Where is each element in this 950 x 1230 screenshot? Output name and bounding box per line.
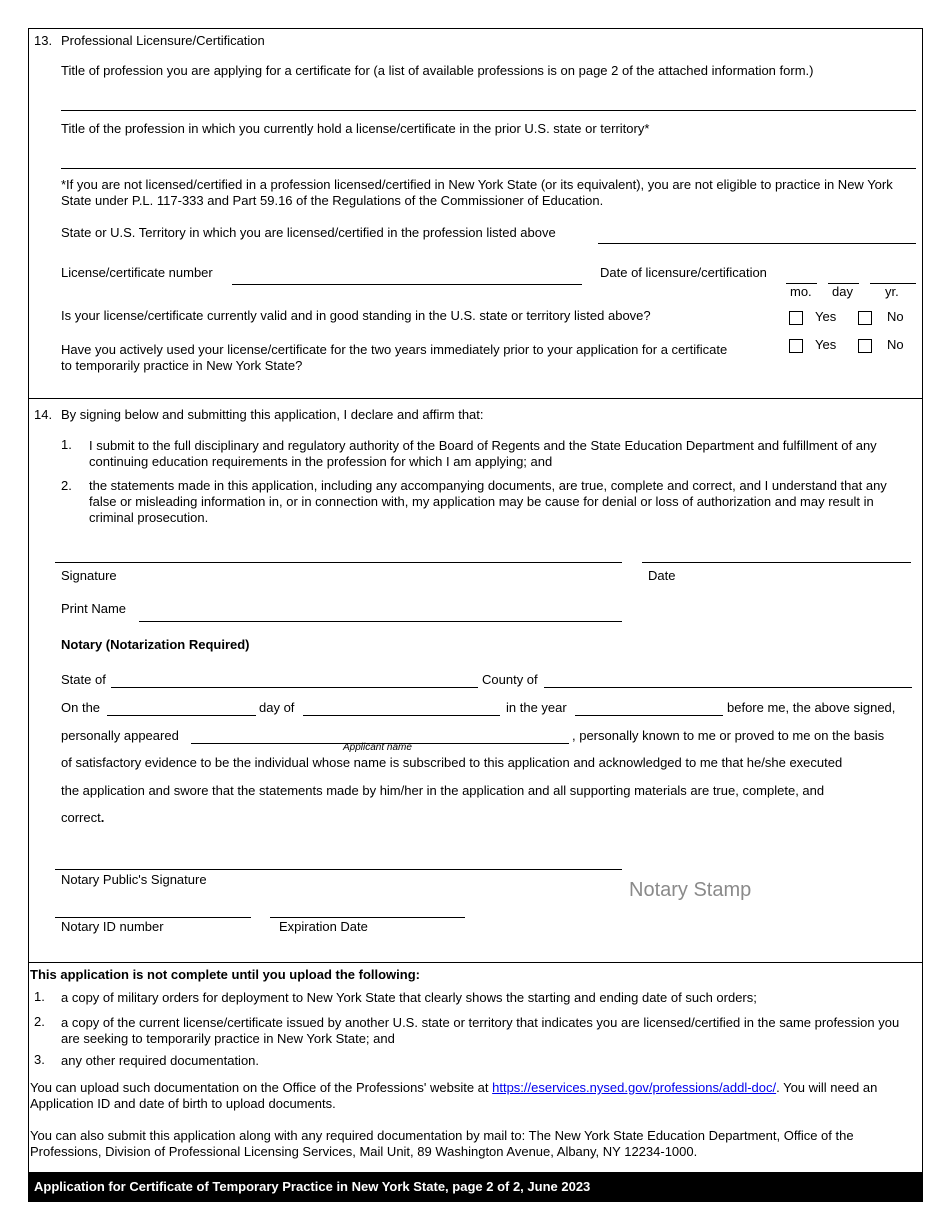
applicant-name-caption: Applicant name bbox=[343, 742, 412, 753]
on-the-label: On the bbox=[61, 700, 101, 715]
upload-website-link[interactable]: https://eservices.nysed.gov/professions/addl-doc/ bbox=[492, 1080, 777, 1095]
upload-item-1-number: 1. bbox=[34, 989, 45, 1004]
notary-heading: Notary (Notarization Required) bbox=[61, 637, 250, 652]
notary-paragraph-line-2: the application and swore that the statements made by him/her in the application and all supporting materials are true, complete, and bbox=[61, 783, 825, 798]
notary-paragraph-line-3-text: correct bbox=[61, 810, 101, 825]
online-upload-paragraph bbox=[30, 1080, 920, 1112]
upload-heading: This application is not complete until you upload the following: bbox=[30, 967, 420, 982]
section-14-intro: By signing below and submitting this application, I declare and affirm that: bbox=[61, 407, 484, 422]
licensure-date-label: Date of licensure/certification bbox=[600, 265, 767, 280]
used-yes-label: Yes bbox=[815, 337, 837, 352]
signature-label: Signature bbox=[61, 568, 117, 583]
personally-appeared-label: personally appeared bbox=[61, 728, 179, 743]
valid-yes-checkbox[interactable] bbox=[789, 311, 803, 325]
expiration-date-field[interactable] bbox=[270, 917, 465, 918]
in-the-year-label: in the year bbox=[506, 700, 567, 715]
notary-day-field[interactable] bbox=[107, 715, 256, 716]
section-13-number: 13. bbox=[34, 33, 53, 48]
date-year-caption: yr. bbox=[885, 284, 899, 299]
mail-paragraph: You can also submit this application along with any required documentation by mail to: The New York State Education Department, Office of the Professions, Division of Professional Licensing Services, Mail Unit, 89 Washington Avenue, Albany, NY 12234-1000. bbox=[30, 1128, 854, 1159]
notary-stamp-placeholder: Notary Stamp bbox=[629, 879, 752, 901]
affirmation-2-number: 2. bbox=[61, 478, 72, 493]
expiration-date-label: Expiration Date bbox=[279, 919, 368, 934]
notary-paragraph-line-1: of satisfactory evidence to be the individual whose name is subscribed to this application and acknowledged to me that he/she executed bbox=[61, 755, 843, 770]
section-13-heading: Professional Licensure/Certification bbox=[61, 33, 265, 48]
notary-signature-field[interactable] bbox=[55, 869, 622, 870]
notary-year-field[interactable] bbox=[575, 715, 723, 716]
print-name-field[interactable] bbox=[139, 621, 622, 622]
license-state-label: State or U.S. Territory in which you are licensed/certified in the profession listed above bbox=[61, 225, 556, 240]
known-to-me-text: , personally known to me or proved to me on the basis bbox=[572, 728, 885, 743]
upload-item-1-text: a copy of military orders for deployment to New York State that clearly shows the starting and ending date of such orders; bbox=[61, 990, 757, 1005]
footer-bar: Application for Certificate of Temporary Practice in New York State, page 2 of 2, June 2023 bbox=[28, 1172, 923, 1202]
notary-county-label: County of bbox=[482, 672, 538, 687]
question-valid: Is your license/certificate currently valid and in good standing in the U.S. state or territory listed above? bbox=[61, 308, 651, 323]
notary-state-field[interactable] bbox=[111, 687, 478, 688]
title-applying-label: Title of profession you are applying for a certificate for (a list of available professions is on page 2 of the attached information form.) bbox=[61, 63, 814, 78]
valid-no-checkbox[interactable] bbox=[858, 311, 872, 325]
upload-item-3-number: 3. bbox=[34, 1052, 45, 1067]
notary-paragraph-period: . bbox=[100, 810, 105, 825]
title-current-label: Title of the profession in which you currently hold a license/certificate in the prior U.S. state or territory* bbox=[61, 121, 650, 136]
section-14-number: 14. bbox=[34, 407, 53, 422]
upload-item-2-text: a copy of the current license/certificate issued by another U.S. state or territory that indicates you are licensed/certified in the same profession you are seeking to temporarily practice in New York State; and bbox=[61, 1015, 900, 1046]
notary-state-label: State of bbox=[61, 672, 106, 687]
license-number-field[interactable] bbox=[232, 284, 582, 285]
date-day-caption: day bbox=[832, 284, 853, 299]
notary-month-field[interactable] bbox=[303, 715, 500, 716]
online-upload-text-before: You can upload such documentation on the Office of the Professions' website at bbox=[30, 1080, 493, 1095]
title-applying-field[interactable] bbox=[61, 110, 916, 111]
used-yes-checkbox[interactable] bbox=[789, 339, 803, 353]
date-month-caption: mo. bbox=[790, 284, 812, 299]
notary-id-field[interactable] bbox=[55, 917, 251, 918]
valid-yes-label: Yes bbox=[815, 309, 837, 324]
before-me-label: before me, the above signed, bbox=[727, 700, 896, 715]
question-used: Have you actively used your license/certificate for the two years immediately prior to your application for a certificate to temporarily practice in New York State? bbox=[61, 342, 728, 373]
signature-date-label: Date bbox=[648, 568, 676, 583]
affirmation-2-text: the statements made in this application, including any accompanying documents, are true, complete and correct, and I understand that any false or misleading information in, or in connection with, my application may be cause for denial or loss of authorization and may result in criminal prosecution. bbox=[89, 478, 887, 525]
notary-id-label: Notary ID number bbox=[61, 919, 164, 934]
notary-signature-label: Notary Public's Signature bbox=[61, 872, 207, 887]
affirmation-1-text: I submit to the full disciplinary and regulatory authority of the Board of Regents and the State Education Department and fulfillment of any continuing education requirements in the profession for which I am applying; and bbox=[89, 438, 877, 469]
signature-field[interactable] bbox=[55, 562, 622, 563]
used-no-checkbox[interactable] bbox=[858, 339, 872, 353]
license-state-field[interactable] bbox=[598, 243, 916, 244]
print-name-label: Print Name bbox=[61, 601, 127, 616]
online-upload-text-after: . You will need an Application ID and date of birth to upload documents. bbox=[30, 1080, 878, 1111]
notary-paragraph-line-3 bbox=[61, 810, 104, 826]
license-number-label: License/certificate number bbox=[61, 265, 213, 280]
upload-item-3-text: any other required documentation. bbox=[61, 1053, 260, 1068]
affirmation-1-number: 1. bbox=[61, 437, 72, 452]
signature-date-field[interactable] bbox=[642, 562, 911, 563]
valid-no-label: No bbox=[887, 309, 904, 324]
day-of-label: day of bbox=[259, 700, 295, 715]
title-current-field[interactable] bbox=[61, 168, 916, 169]
notary-county-field[interactable] bbox=[544, 687, 912, 688]
eligibility-footnote: *If you are not licensed/certified in a profession licensed/certified in New York State (or its equivalent), you are not eligible to practice in New York State under P.L. 117-333 and Part 59.16 of the Regulations of the Commissioner of Education. bbox=[61, 177, 893, 208]
used-no-label: No bbox=[887, 337, 904, 352]
upload-item-2-number: 2. bbox=[34, 1014, 45, 1029]
